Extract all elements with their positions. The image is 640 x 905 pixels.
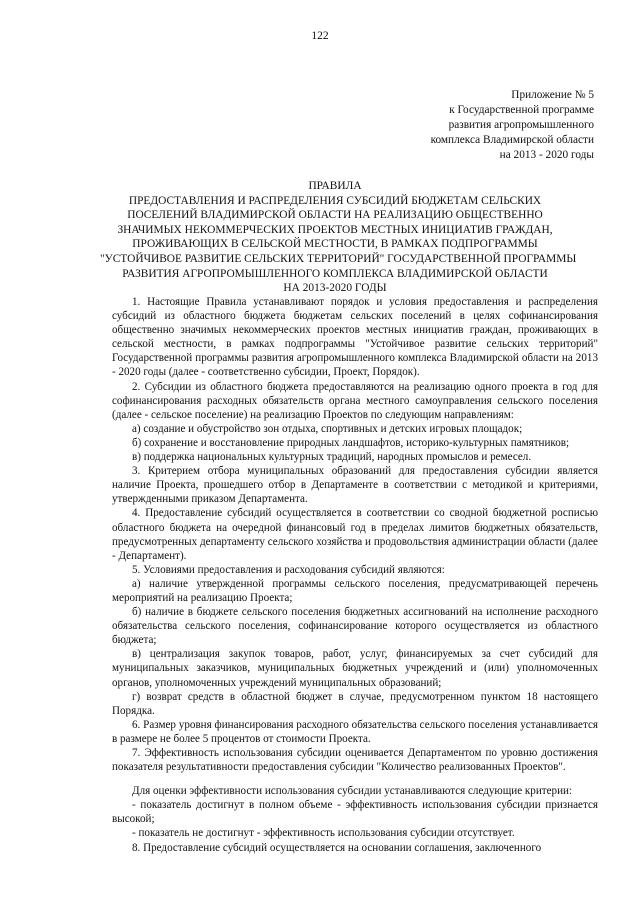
paragraph: 2. Субсидии из областного бюджета предоставляются на реализацию одного проекта в год для софинансирования расходных обязательств органа местного самоуправления сельского поселения (далее - сельское поселение) на реализацию Проектов по следующим направлениям: (112, 380, 598, 421)
paragraph: 1. Настоящие Правила устанавливают порядок и условия предоставления и распределения субсидий из областного бюджета бюджетам сельских поселений в целях софинансирования общественно значимых некоммерческих проектов местных инициатив граждан, проживающих в сельской местности, в рамках подпрограммы "Устойчивое развитие сельских территорий" Государственной программы развития агропромышленного комплекса Владимирской области на 2013 - 2020 годы (далее - соответственно субсидии, Проект, Порядок). (112, 296, 598, 379)
document-body (112, 295, 598, 855)
paragraph: 3. Критерием отбора муниципальных образований для предоставления субсидии является наличие Проекта, прошедшего отбор в Департаменте в соответствии с методикой и критериями, утвержденными приказом Департамента. (112, 465, 598, 506)
document-title (100, 179, 577, 296)
paragraph: 8. Предоставление субсидий осуществляется на основании соглашения, заключенного (132, 841, 542, 854)
paragraph: - показатель достигнут в полном объеме - эффективность использования субсидии признается высокой; (112, 799, 598, 826)
appendix-line: комплекса Владимирской области (430, 134, 594, 146)
paragraph: 5. Условиями предоставления и расходования субсидий являются: (132, 563, 445, 576)
appendix-line: Приложение № 5 (511, 89, 594, 101)
title-line: ПРЕДОСТАВЛЕНИЯ И РАСПРЕДЕЛЕНИЯ СУБСИДИЙ БЮДЖЕТАМ СЕЛЬСКИХ (128, 194, 542, 207)
paragraph: б) наличие в бюджете сельского поселения бюджетных ассигнований на исполнение расходного обязательства сельского поселения, софинансирование которого осуществляется из областного бюджета; (112, 606, 598, 647)
paragraph: б) сохранение и восстановление природных ландшафтов, историко-культурных памятников; (132, 436, 570, 449)
title-line: ПРОЖИВАЮЩИХ В СЕЛЬСКОЙ МЕСТНОСТИ, В РАМКАХ ПОДПРОГРАММЫ (132, 238, 538, 251)
appendix-header (431, 88, 594, 163)
title-heading: ПРАВИЛА (308, 180, 362, 192)
paragraph: в) централизация закупок товаров, работ, услуг, финансируемых за счет субсидий для муниципальных заказчиков, муниципальных бюджетных учреждений и (или) уполномоченных органов, уполномоченных учреждений муниципальных образований; (112, 648, 598, 689)
paragraph: - показатель не достигнут - эффективность использования субсидии отсутствует. (132, 827, 515, 840)
appendix-line: к Государственной программе (449, 104, 594, 116)
title-line: НА 2013-2020 ГОДЫ (283, 282, 387, 295)
title-line: ПОСЕЛЕНИЙ ВЛАДИМИРСКОЙ ОБЛАСТИ НА РЕАЛИЗАЦИЮ ОБЩЕСТВЕННО (127, 209, 543, 222)
appendix-line: на 2013 - 2020 годы (499, 149, 594, 161)
paragraph: Для оценки эффективности использования субсидии устанавливаются следующие критерии: (132, 785, 573, 798)
title-line: РАЗВИТИЯ АГРОПРОМЫШЛЕННОГО КОМПЛЕКСА ВЛАДИМИРСКОЙ ОБЛАСТИ (122, 267, 548, 280)
page-number: 122 (311, 30, 329, 42)
appendix-line: развития агропромышленного (448, 119, 594, 131)
paragraph: а) создание и обустройство зон отдыха, спортивных и детских игровых площадок; (132, 422, 523, 435)
paragraph: 7. Эффективность использования субсидии оценивается Департаментом по уровню достижения показателя результативности предоставления субсидии "Количество реализованных Проектов". (112, 747, 598, 774)
paragraph: 4. Предоставление субсидий осуществляется в соответствии со сводной бюджетной росписью областного бюджета на очередной финансовый год в пределах лимитов бюджетных обязательств, предусмотренных департаменту сельского хозяйства и продовольствия администрации области (далее - Департамент). (112, 507, 598, 562)
paragraph: а) наличие утвержденной программы сельского поселения, предусматривающей перечень мероприятий на реализацию Проекта; (112, 577, 598, 604)
title-line: "УСТОЙЧИВОЕ РАЗВИТИЕ СЕЛЬСКИХ ТЕРРИТОРИЙ" ГОСУДАРСТВЕННОЙ ПРОГРАММЫ (100, 252, 577, 265)
paragraph: 6. Размер уровня финансирования расходного обязательства сельского поселения устанавливается в размере не более 5 процентов от стоимости Проекта. (112, 718, 598, 745)
paragraph: г) возврат средств в областной бюджет в случае, предусмотренном пунктом 18 настоящего Порядка. (112, 690, 598, 717)
title-line: ЗНАЧИМЫХ НЕКОММЕРЧЕСКИХ ПРОЕКТОВ МЕСТНЫХ ИНИЦИАТИВ ГРАЖДАН, (117, 223, 553, 236)
paragraph: в) поддержка национальных культурных традиций, народных промыслов и ремесел. (132, 451, 532, 464)
